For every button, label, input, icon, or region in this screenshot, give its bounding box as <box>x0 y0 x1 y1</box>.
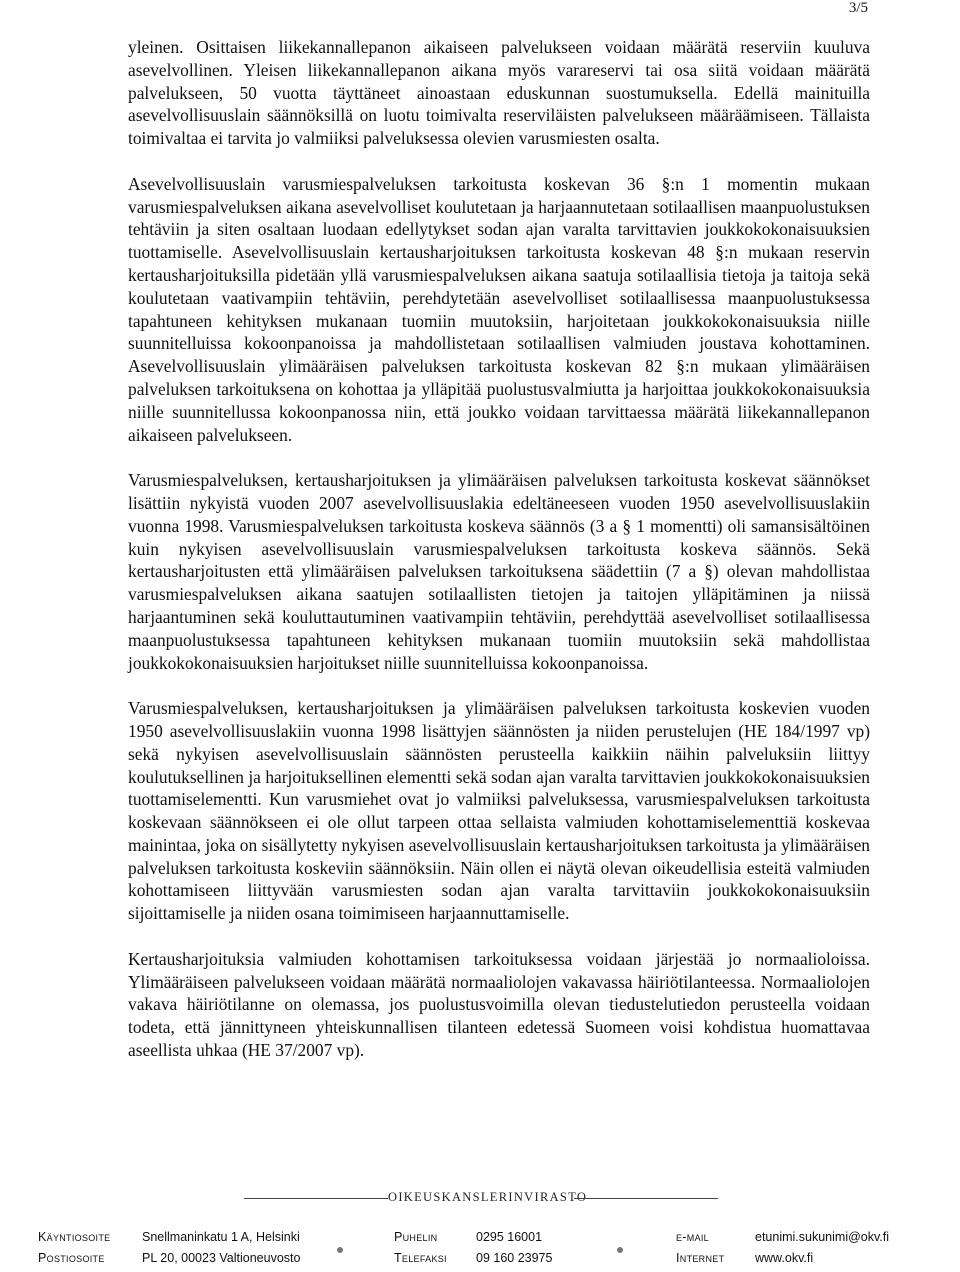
postal-address-label: Postiosoite <box>38 1251 105 1265</box>
email-label: e-mail <box>676 1230 709 1244</box>
paragraph-5: Kertausharjoituksia valmiuden kohottamisen tarkoituksessa voidaan järjestää jo normaalioloissa. Ylimääräiseen palvelukseen voidaan määrätä normaaliolojen vakavassa häiriötilanteessa. Normaaliolojen vakava häiriötilanne on olemassa, jos puolustusvoimilla olevan tiedustelutiedon perusteella voidaan todeta, että jännittyneen yhteiskunnallisen tilanteen edetessä Suomeen voisi kohdistua huomattavaa aseellista uhkaa (HE 37/2007 vp). <box>128 948 870 1061</box>
internet-value: www.okv.fi <box>755 1251 814 1265</box>
paragraph-2: Asevelvollisuuslain varusmiespalveluksen tarkoitusta koskevan 36 §:n 1 momentin mukaan varusmiespalveluksen aikana asevelvolliset koulutetaan ja harjaannutetaan sotilaallisen maanpuolustuksen tehtäviin ja siten osaltaan luodaan edellytykset sodan ajan varalta tarvittavien joukkokokonaisuuksien tuottamiselle. Asevelvollisuuslain kertausharjoituksen tarkoitusta koskevan 48 §:n mukaan reservin kertausharjoituksilla pidetään yllä varusmiespalveluksen aikana saatuja sotilaallisia tietoja ja taitoja sekä koulutetaan vaativampiin tehtäviin, perehdytetään asevelvolliset sotilaallisessa maanpuolustuksessa tapahtuneen kehityksen mukanaan tuomiin muutoksiin, harjoitetaan joukkokokonaisuuksia niille suunnitelluissa kokoonpanoissa ja mahdollistetaan sotilaallisen valmiuden joustava kohottaminen. Asevelvollisuuslain ylimääräisen palveluksen tarkoitusta koskevan 82 §:n mukaan ylimääräisen palveluksen tarkoituksena on kohottaa ja ylläpitää puolustusvalmiutta ja harjoittaa joukkokokonaisuuksia niille suunnitellussa kokoonpanossa niin, että joukko voidaan tarvittaessa määrätä liikekannallepanon aikaiseen palvelukseen. <box>128 173 870 445</box>
footer-row-2 <box>38 1251 918 1272</box>
document-body <box>128 36 870 1085</box>
paragraph-1: yleinen. Osittaisen liikekannallepanon aikaiseen palvelukseen voidaan määrätä reserviin kuuluva asevelvollinen. Yleisen liikekannallepanon aikana myös varareservi tai osa siitä voidaan määrätä palvelukseen, 50 vuotta täyttäneet ainoastaan eduskunnan suostumuksella. Edellä mainituilla asevelvollisuuslain säännöksillä on luotu toimivalta reserviläisten palvelukseen määräämiseen. Tällaista toimivaltaa ei tarvita jo valmiiksi palveluksessa olevien varusmiesten osalta. <box>128 37 870 149</box>
phone-label: Puhelin <box>394 1230 438 1244</box>
footer-row-1 <box>38 1230 918 1251</box>
internet-label: Internet <box>676 1251 725 1265</box>
visit-address-label: Käyntiosoite <box>38 1230 111 1244</box>
paragraph-3: Varusmiespalveluksen, kertausharjoituksen ja ylimääräisen palveluksen tarkoitusta koskevat säännökset lisättiin nykyistä vuoden 2007 asevelvollisuuslakia edeltäneeseen vuoden 1950 asevelvollisuuslakiin vuonna 1998. Varusmiespalveluksen tarkoitusta koskeva säännös (3 a § 1 momentti) oli samansisältöinen kuin nykyisen asevelvollisuuslain varusmiespalveluksen tarkoitusta koskeva säännös. Sekä kertausharjoitusten että ylimääräisen palveluksen tarkoituksena säädettiin (7 a §) olevan mahdollistaa varusmiespalveluksen aikana saatujen sotilaallisten tietojen ja taitojen ylläpitäminen ja niissä harjaantuminen sekä kouluttautuminen vaativampiin tehtäviin, perehdyttää asevelvolliset sotilaallisessa maanpuolustuksessa tapahtuneen kehityksen mukanaan tuomiin muutoksiin sekä mahdollistaa joukkokokonaisuuksien harjoitukset niille suunnitelluissa kokoonpanoissa. <box>128 470 870 673</box>
fax-label: Telefaksi <box>394 1251 447 1265</box>
email-value: etunimi.sukunimi@okv.fi <box>755 1230 890 1244</box>
footer-divider-right <box>574 1198 718 1199</box>
phone-value: 0295 16001 <box>476 1230 543 1244</box>
footer-brand: OIKEUSKANSLERINVIRASTO <box>388 1190 588 1204</box>
postal-address-value: PL 20, 00023 Valtioneuvosto <box>142 1251 301 1265</box>
paragraph-4: Varusmiespalveluksen, kertausharjoituksen ja ylimääräisen palveluksen tarkoitusta koskevien vuoden 1950 asevelvollisuuslakiin vuonna 1998 lisättyjen säännösten ja niiden perustelujen (HE 184/1997 vp) sekä nykyisen asevelvollisuuslain säännösten perusteella kaikkiin näihin palveluksiin liittyy koulutuksellinen ja harjoituksellinen elementti sekä sodan ajan varalta tarvittavien joukkokokonaisuuksien tuottamiselementti. Kun varusmiehet ovat jo valmiiksi palveluksessa, varusmiespalveluksen tarkoitusta koskevaan säännökseen ei ole ollut tarpeen ottaa sellaista valmiuden kohottamiselementtiä koskevaa mainintaa, joka on sisällytetty nykyisen asevelvollisuuslain kertausharjoituksen tarkoitusta ja ylimääräisen palveluksen tarkoitusta koskeviin säännöksiin. Näin ollen ei näytä olevan oikeudellisia esteitä valmiuden kohottamiseen liittyvään varusmiesten sodan ajan varalta tarvittaviin joukkokokonaisuuksiin sijoittamiselle ja niiden osana toimimiseen harjaannuttamiselle. <box>128 698 870 924</box>
footer-contact <box>38 1230 918 1272</box>
page-number: 3/5 <box>848 0 868 16</box>
fax-value: 09 160 23975 <box>476 1251 553 1265</box>
visit-address-value: Snellmaninkatu 1 A, Helsinki <box>142 1230 300 1244</box>
footer-divider-left <box>244 1198 388 1199</box>
